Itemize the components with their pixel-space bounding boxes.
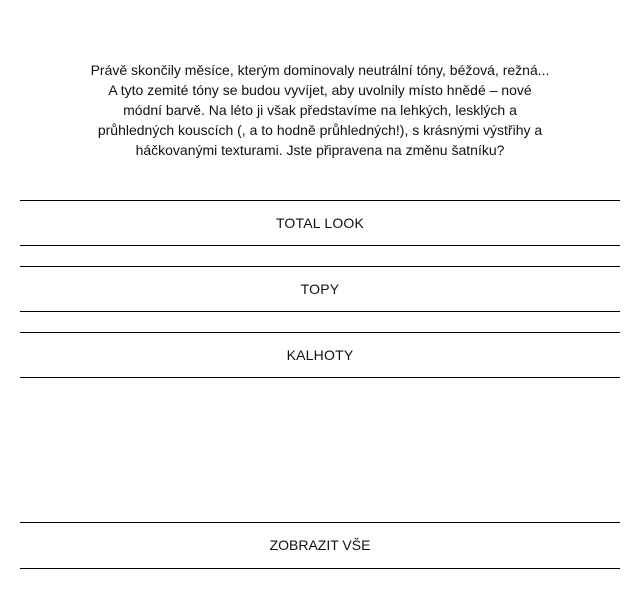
intro-line: průhledných kouscích (, a to hodně průhledných!), s krásnými výstřihy a: [97, 122, 543, 138]
intro-line: módní barvě. Na léto ji však představíme na lehkých, lesklých a: [123, 102, 517, 118]
intro-text: [70, 60, 570, 160]
intro-line: háčkovanými texturami. Jste připravena na změnu šatníku?: [135, 142, 505, 158]
category-list: [20, 200, 620, 378]
intro-line: A tyto zemité tóny se budou vyvíjet, aby uvolnily místo hnědé – nové: [108, 82, 532, 98]
show-all-button[interactable]: ZOBRAZIT VŠE: [20, 522, 620, 569]
intro-line: Právě skončily měsíce, kterým dominovaly neutrální tóny, béžová, režná...: [90, 62, 550, 78]
category-topy-link[interactable]: TOPY: [20, 266, 620, 312]
category-total-look-link[interactable]: TOTAL LOOK: [20, 200, 620, 246]
category-kalhoty-link[interactable]: KALHOTY: [20, 332, 620, 378]
